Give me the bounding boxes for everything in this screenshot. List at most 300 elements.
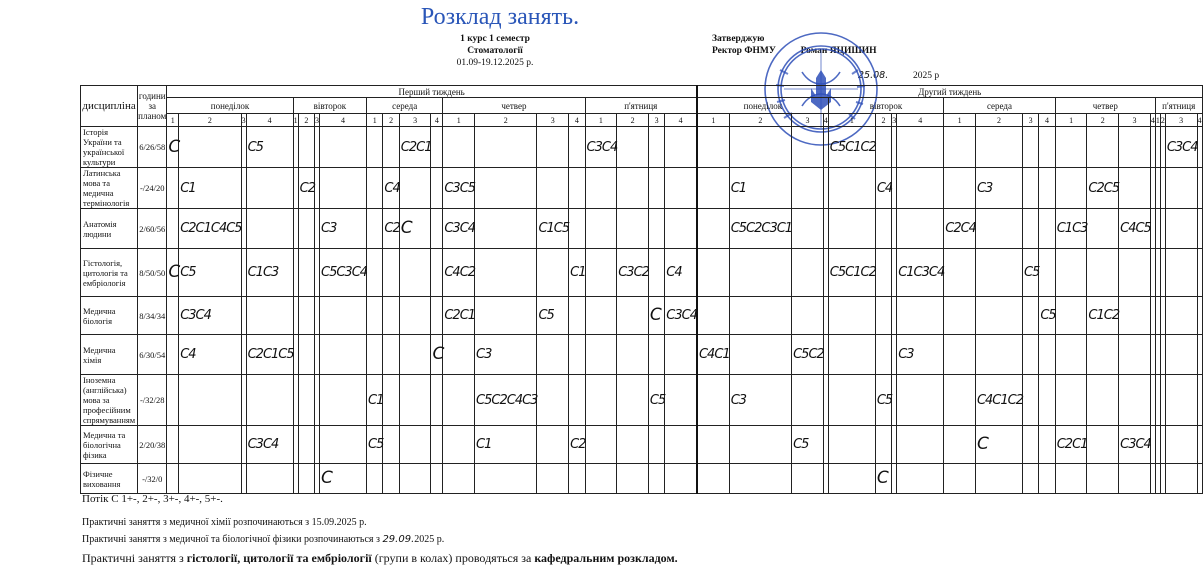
lesson-cell xyxy=(298,209,314,249)
lesson-cell xyxy=(648,335,664,375)
lesson-cell xyxy=(792,464,824,494)
lesson-cell xyxy=(897,375,944,426)
lesson-cell xyxy=(298,335,314,375)
lesson-cell xyxy=(1119,168,1151,209)
lesson-cell xyxy=(399,375,431,426)
dates-label: 01.09-19.12.2025 р. xyxy=(456,58,534,68)
discipline-column-header: дисципліна xyxy=(81,86,138,127)
chemistry-note: Практичні заняття з медичної хімії розпочинаються з 15.09.2025 р. xyxy=(82,517,367,528)
approval-date xyxy=(858,70,1018,82)
lesson-cell xyxy=(246,127,293,168)
stream-note: Потік С 1+-, 2+-, 3+-, 4+-, 5+-. xyxy=(82,493,223,505)
lesson-cell xyxy=(697,127,729,168)
lesson-cell xyxy=(298,375,314,426)
lesson-cell xyxy=(975,297,1022,335)
lesson-cell xyxy=(648,168,664,209)
lesson-cell xyxy=(585,297,617,335)
day-header: вівторок xyxy=(828,98,943,114)
lesson-cell xyxy=(298,297,314,335)
lesson-number: 1 xyxy=(367,114,383,127)
lesson-cell xyxy=(443,209,475,249)
group-mark: C5 xyxy=(247,139,263,155)
lesson-cell xyxy=(665,335,697,375)
lesson-number: 3 xyxy=(1023,114,1039,127)
group-mark: C5 xyxy=(180,265,196,280)
lesson-cell xyxy=(792,249,824,297)
lesson-cell xyxy=(828,375,875,426)
lesson-cell xyxy=(179,127,241,168)
lesson-cell xyxy=(1039,297,1055,335)
lesson-cell xyxy=(383,209,399,249)
schedule-row xyxy=(81,209,1203,249)
rector-name: Роман ЯЦИШИН xyxy=(800,46,877,56)
lesson-cell xyxy=(944,297,976,335)
lesson-cell xyxy=(179,335,241,375)
lesson-cell xyxy=(1165,168,1197,209)
lesson-cell xyxy=(537,375,569,426)
schedule-header xyxy=(400,33,590,69)
lesson-cell xyxy=(975,426,1022,464)
course-label: 1 курс 1 семестр xyxy=(460,34,530,44)
group-mark: C4C1 xyxy=(698,347,730,362)
lesson-cell xyxy=(792,426,824,464)
lesson-cell xyxy=(167,297,179,335)
lesson-cell xyxy=(1119,426,1151,464)
lesson-cell xyxy=(585,249,617,297)
group-mark: C3C5 xyxy=(444,180,476,196)
lesson-cell xyxy=(1119,335,1151,375)
lesson-cell xyxy=(443,249,475,297)
week2-header: Другий тиждень xyxy=(697,86,1202,98)
group-mark: C3 xyxy=(321,221,337,236)
lesson-cell xyxy=(399,297,431,335)
group-mark: C4C5 xyxy=(1120,221,1151,236)
lesson-number: 1 xyxy=(1055,114,1087,127)
lesson-cell xyxy=(1165,127,1197,168)
lesson-cell xyxy=(367,249,383,297)
lesson-cell xyxy=(828,335,875,375)
lesson-cell xyxy=(617,168,649,209)
lesson-cell xyxy=(367,209,383,249)
group-mark: C1 xyxy=(368,392,384,408)
lesson-cell xyxy=(975,335,1022,375)
lesson-cell xyxy=(665,209,697,249)
lesson-cell xyxy=(697,209,729,249)
day-header: п'ятниця xyxy=(1155,98,1202,114)
lesson-cell xyxy=(729,297,791,335)
lesson-cell xyxy=(475,168,537,209)
lesson-cell xyxy=(1087,464,1119,494)
lesson-cell xyxy=(1197,335,1202,375)
group-mark: C3C4 xyxy=(180,308,211,323)
lesson-cell xyxy=(1039,127,1055,168)
lesson-cell xyxy=(537,249,569,297)
lesson-cell xyxy=(431,209,443,249)
lesson-cell xyxy=(399,209,431,249)
year-suffix: 2025 р xyxy=(912,71,940,81)
lesson-number: 3 xyxy=(537,114,569,127)
lesson-cell xyxy=(569,249,585,297)
lesson-cell xyxy=(537,168,569,209)
lesson-cell xyxy=(569,464,585,494)
lesson-cell xyxy=(665,375,697,426)
lesson-number: 4 xyxy=(1039,114,1055,127)
physics-note-date: 29.09. xyxy=(382,534,415,545)
schedule-row xyxy=(81,464,1203,494)
lesson-cell xyxy=(617,127,649,168)
lesson-number: 2 xyxy=(1160,115,1165,125)
lesson-number: 4 xyxy=(569,114,585,127)
lesson-cell xyxy=(1119,209,1151,249)
lesson-cell xyxy=(792,168,824,209)
group-mark: C5 xyxy=(368,437,384,452)
group-mark: C xyxy=(168,262,180,282)
lesson-cell xyxy=(537,335,569,375)
lesson-cell xyxy=(383,249,399,297)
lesson-cell xyxy=(1197,209,1202,249)
lesson-cell xyxy=(367,335,383,375)
lesson-number: 1 xyxy=(944,114,976,127)
lesson-cell xyxy=(443,375,475,426)
lesson-cell xyxy=(320,209,367,249)
lesson-cell xyxy=(246,426,293,464)
lesson-cell xyxy=(875,209,891,249)
discipline-name: Історія України та української культури xyxy=(81,127,138,168)
group-mark: C3 xyxy=(476,347,492,362)
lesson-cell xyxy=(1119,249,1151,297)
lesson-cell xyxy=(729,209,791,249)
lesson-cell xyxy=(828,297,875,335)
lesson-cell xyxy=(443,127,475,168)
lesson-cell xyxy=(1119,464,1151,494)
group-mark: C5 xyxy=(649,392,666,408)
schedule-row xyxy=(81,335,1203,375)
lesson-cell xyxy=(1119,297,1151,335)
lesson-cell xyxy=(399,464,431,494)
approve-label: Затверджую xyxy=(712,34,765,44)
lesson-cell xyxy=(897,127,944,168)
schedule-row xyxy=(81,249,1203,297)
hours-column-header: години за планом xyxy=(138,86,167,127)
lesson-cell xyxy=(828,127,875,168)
lesson-cell xyxy=(179,297,241,335)
lesson-cell xyxy=(475,375,537,426)
group-mark: C xyxy=(168,136,180,157)
lesson-number: 2 xyxy=(975,114,1022,127)
lesson-number: 2 xyxy=(298,114,314,127)
lesson-cell xyxy=(1023,249,1039,297)
lesson-number: 1 xyxy=(697,114,729,127)
histology-note-schedule: кафедральним розкладом. xyxy=(534,551,678,565)
lesson-cell xyxy=(431,426,443,464)
lesson-cell xyxy=(1055,335,1087,375)
group-mark: C3C2 xyxy=(618,265,649,280)
lesson-cell xyxy=(475,249,537,297)
day-header: середа xyxy=(367,98,443,114)
lesson-cell xyxy=(828,209,875,249)
group-mark: C5C3C4 xyxy=(321,265,368,280)
group-mark: C1 xyxy=(570,265,586,280)
lesson-cell xyxy=(443,335,475,375)
lesson-cell xyxy=(875,464,891,494)
lesson-cell xyxy=(944,249,976,297)
lesson-number: 1 xyxy=(1155,115,1160,125)
lesson-cell xyxy=(729,127,791,168)
lesson-cell xyxy=(537,209,569,249)
lesson-cell xyxy=(875,127,891,168)
lesson-cell xyxy=(975,209,1022,249)
lesson-number: 1 xyxy=(828,114,875,127)
lesson-cell xyxy=(246,168,293,209)
lesson-cell xyxy=(944,209,976,249)
lesson-cell xyxy=(1197,426,1202,464)
lesson-cell xyxy=(431,464,443,494)
lesson-cell xyxy=(475,209,537,249)
lesson-cell xyxy=(944,127,976,168)
lesson-cell xyxy=(1087,297,1119,335)
lesson-number: 4 xyxy=(897,114,944,127)
day-header: середа xyxy=(944,98,1055,114)
lesson-cell xyxy=(875,297,891,335)
lesson-number: 3 xyxy=(315,115,319,125)
lesson-cell xyxy=(585,335,617,375)
discipline-name: Іноземна (англійська) мова за професійним спрямуванням xyxy=(81,375,138,426)
lesson-number: 1 xyxy=(585,114,617,127)
day-header: понеділок xyxy=(697,98,828,114)
lesson-cell xyxy=(648,249,664,297)
lesson-cell xyxy=(1087,375,1119,426)
lesson-cell xyxy=(1197,297,1202,335)
lesson-cell xyxy=(1039,168,1055,209)
lesson-cell xyxy=(1039,426,1055,464)
histology-note-subject: гістології, цитології та ембріології xyxy=(186,551,372,565)
lesson-cell xyxy=(399,127,431,168)
lesson-cell xyxy=(1039,209,1055,249)
lesson-cell xyxy=(367,375,383,426)
lesson-cell xyxy=(179,249,241,297)
lesson-cell xyxy=(792,375,824,426)
lesson-cell xyxy=(1023,426,1039,464)
lesson-cell xyxy=(537,127,569,168)
lesson-cell xyxy=(1165,209,1197,249)
lesson-cell xyxy=(383,168,399,209)
group-mark: C3 xyxy=(898,347,914,362)
lesson-cell xyxy=(975,127,1022,168)
lesson-cell xyxy=(167,426,179,464)
physics-note-year: 2025 р. xyxy=(414,534,445,545)
lesson-cell xyxy=(1039,335,1055,375)
physics-note xyxy=(82,534,444,545)
histology-note-a: Практичні заняття з xyxy=(82,551,187,565)
lesson-cell xyxy=(320,127,367,168)
lesson-cell xyxy=(475,426,537,464)
lesson-cell xyxy=(697,168,729,209)
lesson-cell xyxy=(443,168,475,209)
lesson-cell xyxy=(697,297,729,335)
lesson-number: 2 xyxy=(617,114,649,127)
lesson-cell xyxy=(975,375,1022,426)
group-mark: C5 xyxy=(1024,265,1040,280)
lesson-cell xyxy=(1055,426,1087,464)
lesson-number: 3 xyxy=(1165,114,1197,127)
lesson-cell xyxy=(1039,249,1055,297)
lesson-cell xyxy=(585,209,617,249)
group-mark: C1 xyxy=(180,180,196,196)
lesson-cell xyxy=(648,127,664,168)
lesson-cell xyxy=(1165,335,1197,375)
planned-hours: 2/60/56 xyxy=(138,209,167,249)
specialty-label: Стоматології xyxy=(467,46,523,56)
lesson-number-row xyxy=(81,114,1203,127)
lesson-cell xyxy=(585,168,617,209)
lesson-cell xyxy=(1119,127,1151,168)
lesson-number: 3 xyxy=(399,114,431,127)
lesson-cell xyxy=(179,464,241,494)
group-mark: C5C2 xyxy=(793,347,824,362)
lesson-cell xyxy=(792,297,824,335)
group-mark: C1C5 xyxy=(538,221,570,236)
schedule-body xyxy=(81,127,1203,494)
lesson-cell xyxy=(665,249,697,297)
lesson-cell xyxy=(828,249,875,297)
lesson-cell xyxy=(1055,249,1087,297)
lesson-cell xyxy=(648,297,664,335)
lesson-cell xyxy=(729,249,791,297)
lesson-cell xyxy=(475,297,537,335)
lesson-cell xyxy=(443,464,475,494)
group-mark: C5C1C2 xyxy=(829,265,876,280)
lesson-cell xyxy=(697,464,729,494)
lesson-cell xyxy=(167,209,179,249)
lesson-cell xyxy=(1197,168,1202,209)
day-header: вівторок xyxy=(293,98,366,114)
group-mark: C5C2C4C3 xyxy=(476,392,538,408)
group-mark: C1C3 xyxy=(1056,221,1088,236)
schedule-row xyxy=(81,127,1203,168)
group-mark: C xyxy=(321,468,332,488)
planned-hours: -/32/28 xyxy=(138,375,167,426)
planned-hours: 8/34/34 xyxy=(138,297,167,335)
lesson-cell xyxy=(320,426,367,464)
group-mark: C2C1 xyxy=(400,139,432,155)
lesson-cell xyxy=(1165,249,1197,297)
lesson-cell xyxy=(179,375,241,426)
rector-title: Ректор ФНМУ xyxy=(712,46,776,56)
lesson-cell xyxy=(944,335,976,375)
group-mark: C4C1C2 xyxy=(976,392,1023,408)
lesson-cell xyxy=(897,209,944,249)
lesson-cell xyxy=(828,426,875,464)
lesson-cell xyxy=(897,168,944,209)
lesson-cell xyxy=(246,375,293,426)
group-mark: C2C4 xyxy=(945,221,976,236)
lesson-cell xyxy=(569,426,585,464)
lesson-cell xyxy=(383,127,399,168)
lesson-cell xyxy=(648,426,664,464)
lesson-cell xyxy=(569,209,585,249)
lesson-cell xyxy=(665,464,697,494)
lesson-cell xyxy=(367,426,383,464)
group-mark: C2C5 xyxy=(1088,180,1120,196)
lesson-cell xyxy=(167,464,179,494)
slide-title: Розклад занять. xyxy=(420,4,580,30)
lesson-cell xyxy=(179,209,241,249)
lesson-number: 2 xyxy=(475,114,537,127)
lesson-cell xyxy=(298,127,314,168)
lesson-number: 2 xyxy=(875,114,891,127)
lesson-cell xyxy=(298,426,314,464)
lesson-cell xyxy=(617,249,649,297)
lesson-cell xyxy=(320,335,367,375)
group-mark: C xyxy=(976,434,988,454)
group-mark: C5C1C2 xyxy=(829,139,876,155)
group-mark: C2C1 xyxy=(444,308,476,323)
lesson-cell xyxy=(179,426,241,464)
discipline-name: Медична хімія xyxy=(81,335,138,375)
lesson-cell xyxy=(617,426,649,464)
lesson-cell xyxy=(569,297,585,335)
discipline-name: Анатомія людини xyxy=(81,209,138,249)
planned-hours: -/24/20 xyxy=(138,168,167,209)
group-mark: C3C4 xyxy=(247,437,279,452)
lesson-cell xyxy=(431,297,443,335)
group-mark: C xyxy=(876,468,888,488)
lesson-cell xyxy=(648,375,664,426)
lesson-number: 2 xyxy=(729,114,791,127)
lesson-cell xyxy=(792,127,824,168)
lesson-cell xyxy=(399,335,431,375)
lesson-cell xyxy=(1197,249,1202,297)
lesson-cell xyxy=(1023,297,1039,335)
week1-header: Перший тиждень xyxy=(167,86,697,98)
group-mark: C xyxy=(400,218,412,238)
lesson-cell xyxy=(320,464,367,494)
lesson-cell xyxy=(897,297,944,335)
lesson-cell xyxy=(383,426,399,464)
group-mark: C5 xyxy=(876,392,893,408)
group-mark: C4 xyxy=(384,180,400,196)
group-mark: C1C2 xyxy=(1088,308,1120,323)
lesson-cell xyxy=(617,335,649,375)
lesson-cell xyxy=(1165,297,1197,335)
group-mark: C4 xyxy=(666,265,682,280)
day-header: четвер xyxy=(443,98,585,114)
lesson-cell xyxy=(975,464,1022,494)
lesson-cell xyxy=(1087,426,1119,464)
group-mark: C4 xyxy=(180,347,196,362)
lesson-cell xyxy=(1055,168,1087,209)
lesson-cell xyxy=(1023,127,1039,168)
lesson-number: 2 xyxy=(1087,114,1119,127)
group-mark: C1C3 xyxy=(247,265,279,280)
lesson-cell xyxy=(1087,335,1119,375)
lesson-cell xyxy=(665,426,697,464)
lesson-cell xyxy=(537,297,569,335)
lesson-cell xyxy=(897,464,944,494)
lesson-cell xyxy=(475,127,537,168)
group-mark: C2 xyxy=(570,437,586,452)
week-header-row xyxy=(81,86,1203,98)
lesson-cell xyxy=(246,249,293,297)
lesson-cell xyxy=(1055,209,1087,249)
schedule-row xyxy=(81,375,1203,426)
lesson-cell xyxy=(1055,375,1087,426)
lesson-number: 2 xyxy=(383,114,399,127)
lesson-cell xyxy=(828,464,875,494)
lesson-number: 4 xyxy=(246,114,293,127)
lesson-cell xyxy=(399,426,431,464)
planned-hours: 8/50/50 xyxy=(138,249,167,297)
